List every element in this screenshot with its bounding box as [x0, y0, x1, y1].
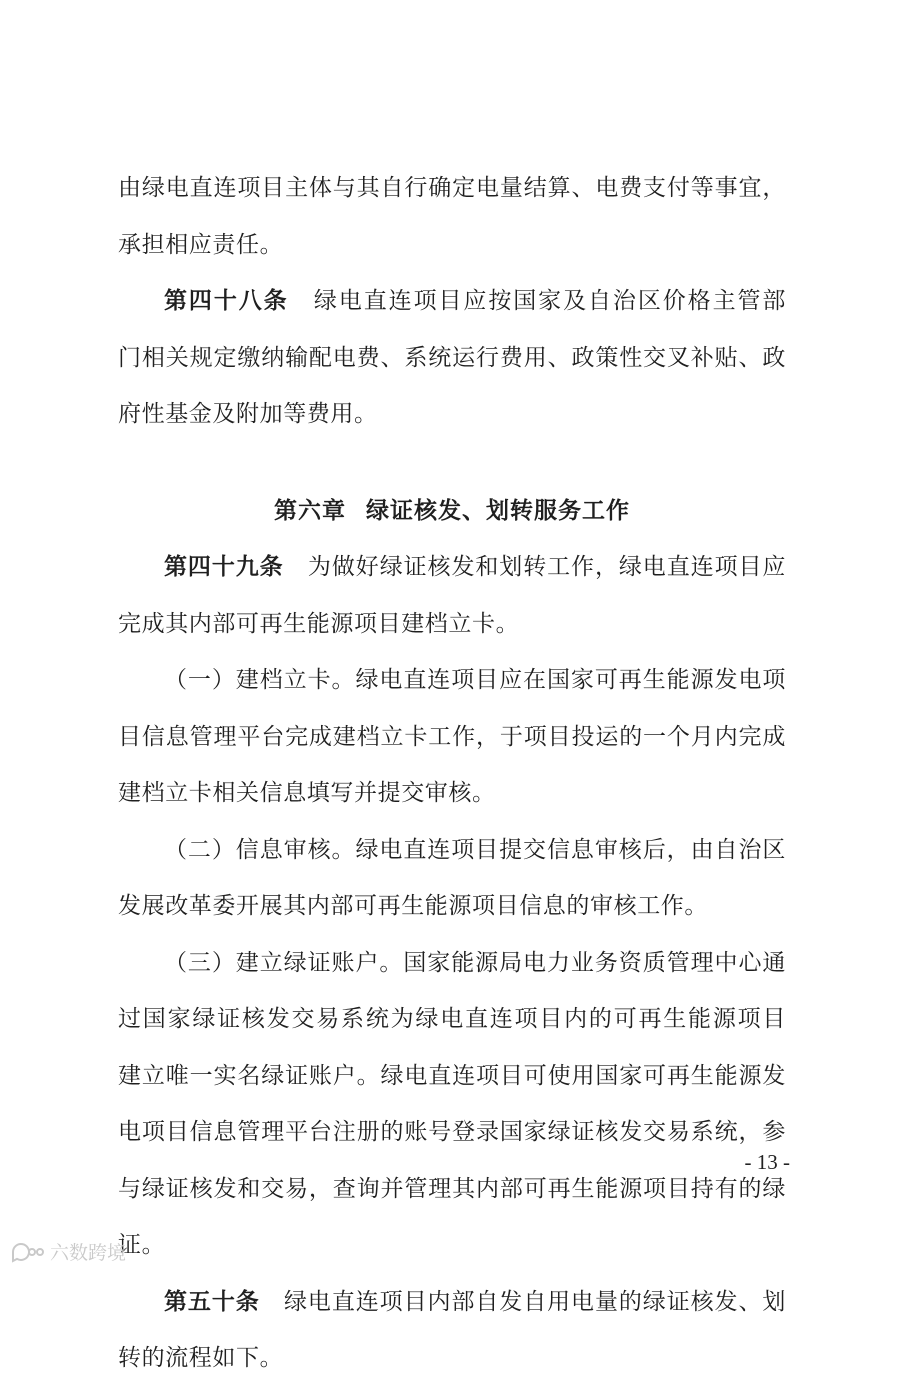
paragraph-line: 电项目信息管理平台注册的账号登录国家绿证核发交易系统，参: [118, 1119, 786, 1145]
page-number: - 13 -: [744, 1150, 790, 1174]
paragraph-line: （二）信息审核。绿电直连项目提交信息审核后，由自治区: [164, 836, 786, 863]
paragraph-text: 绿电直连项目应按国家及自治区价格主管部: [312, 288, 786, 314]
paragraph-text: 为做好绿证核发和划转工作，绿电直连项目应: [307, 554, 786, 580]
paragraph-line: 门相关规定缴纳输配电费、系统运行费用、政策性交叉补贴、政: [118, 344, 786, 371]
chapter-title: 绿证核发、划转服务工作: [366, 496, 630, 524]
paragraph-line: 建档立卡相关信息填写并提交审核。: [118, 780, 496, 806]
paragraph-line: 证。: [118, 1232, 166, 1258]
watermark-text: 六数跨境: [50, 1242, 127, 1264]
paragraph-line: 过国家绿证核发交易系统为绿电直连项目内的可再生能源项目: [118, 1006, 786, 1032]
article-number: 第四十九条: [164, 553, 284, 580]
paragraph-line: 承担相应责任。: [118, 231, 284, 258]
paragraph-line: 发展改革委开展其内部可再生能源项目信息的审核工作。: [118, 893, 708, 919]
document-body: [118, 160, 786, 1387]
paragraph-line: （三）建立绿证账户。国家能源局电力业务资质管理中心通: [164, 949, 786, 976]
article-48-line-1: [118, 273, 786, 330]
watermark: [10, 1238, 126, 1265]
paragraph-line: （一）建档立卡。绿电直连项目应在国家可再生能源发电项: [164, 667, 786, 693]
article-50-line-1: [118, 1274, 786, 1331]
paragraph-line: 转的流程如下。: [118, 1345, 284, 1371]
chapter-heading: [118, 483, 786, 540]
paragraph-text: 绿电直连项目内部自发自用电量的绿证核发、划: [283, 1288, 786, 1315]
paragraph-line: 完成其内部可再生能源项目建档立卡。: [118, 610, 520, 637]
chapter-number: 第六章: [274, 496, 346, 524]
paragraph-line: 建立唯一实名绿证账户。绿电直连项目可使用国家可再生能源发: [118, 1062, 786, 1089]
paragraph-line: 府性基金及附加等费用。: [118, 401, 378, 427]
article-number: 第五十条: [164, 1287, 260, 1315]
article-number: 第四十八条: [164, 287, 289, 314]
paragraph-line: 目信息管理平台完成建档立卡工作，于项目投运的一个月内完成: [118, 723, 786, 750]
paragraph-line: 与绿证核发和交易，查询并管理其内部可再生能源项目持有的绿: [118, 1175, 786, 1202]
paragraph-line: 由绿电直连项目主体与其自行确定电量结算、电费支付等事宜，: [118, 175, 786, 201]
speech-bubble-logo-icon: [10, 1241, 44, 1263]
article-49-line-1: [118, 539, 786, 596]
